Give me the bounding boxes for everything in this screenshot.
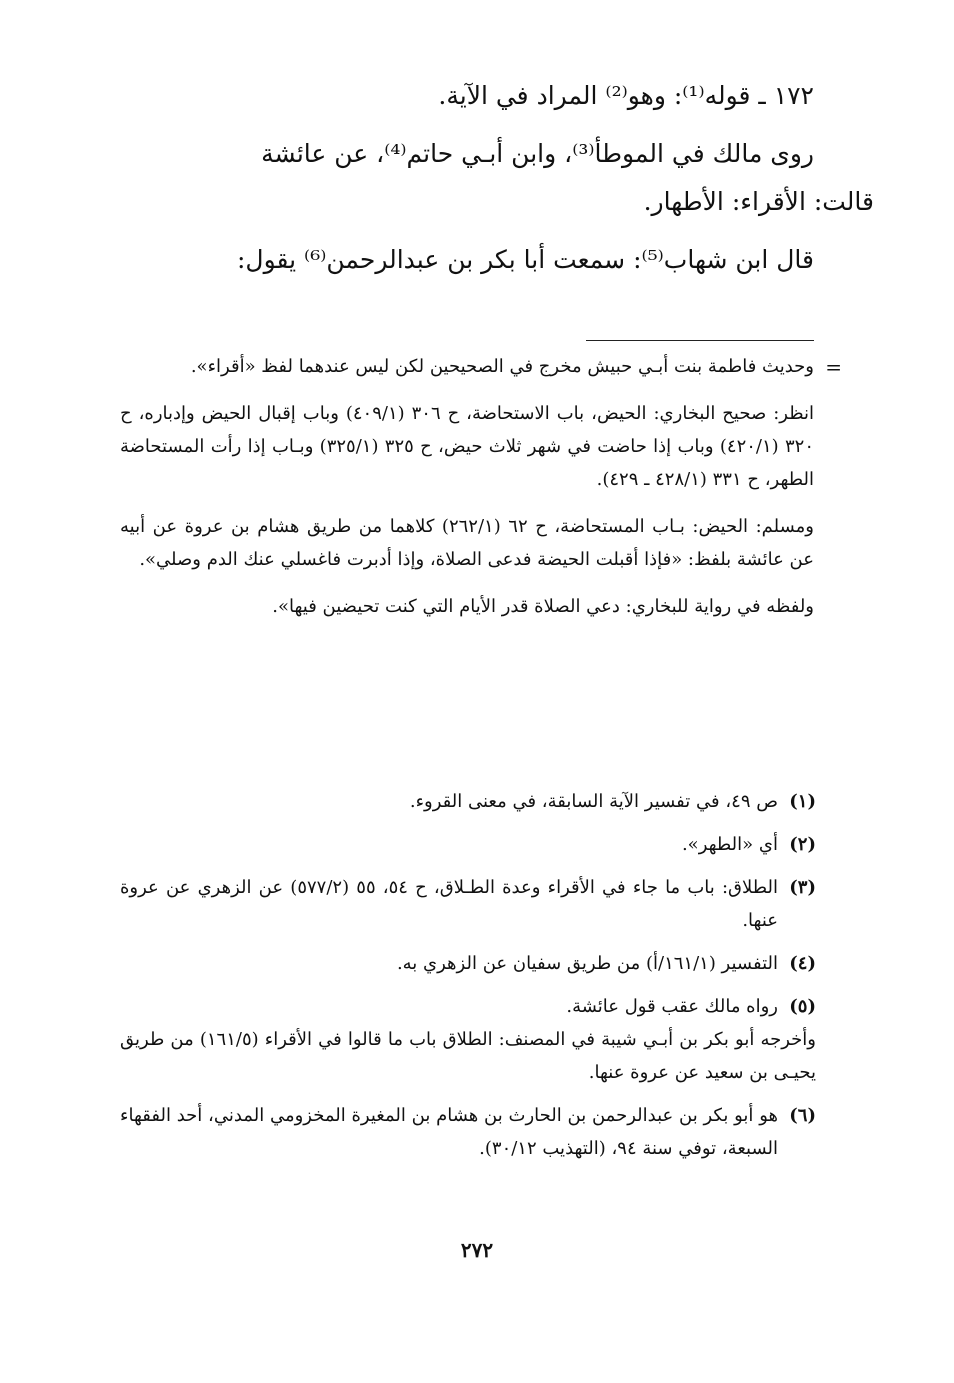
footnote-continuation: وأخرجه أبو بكر بن أبـي شيبة في المصنف: الطلاق باب ما قالوا في الأقراء (١٦١/٥) من طريق يحيـى بن سعيد عن عروة عنها. [120,1029,817,1083]
main-paragraph-2: قال ابن شهاب⁽⁵⁾: سمعت أبا بكر بن عبدالرحمن⁽⁶⁾ يقول: [237,245,814,274]
footnote-number: (٢) [789,834,816,855]
footnote-divider [586,340,814,341]
page-number: ٢٧٢ [460,1238,494,1262]
footnote-item [120,785,814,818]
main-paragraph-1-line-1: روى مالك في الموطأ⁽³⁾، وابن أبـي حاتم⁽⁴⁾، عن عائشة [261,139,814,168]
footnote-list [120,785,817,1175]
continued-note-block-4: ولفظه في رواية للبخاري: دعي الصلاة قدر الأيام التي كنت تحيضين فيها». [272,596,814,617]
footnote-number: (٤) [789,953,816,974]
entry-heading: ١٧٢ ـ قوله⁽¹⁾: وهو⁽²⁾ المراد في الآية. [438,81,814,110]
footnote-number: (٥) [789,996,816,1017]
main-paragraph-1 [125,130,874,226]
footnote-text: ص ٤٩، في تفسير الآية السابقة، في معنى القروء. [409,791,778,812]
footnote-text: هو أبو بكر بن عبدالرحمن بن الحارث بن هشام بن المغيرة المخزومي المدني، أحد الفقهاء السبعة، توفي سنة ٩٤، (التهذيب ٣٠/١٢). [120,1105,778,1159]
footnote-number: (٦) [789,1105,816,1126]
footnote-text: التفسير (١٦١/١/أ) من طريق سفيان عن الزهري به. [396,953,778,974]
footnote-number: (٣) [789,877,816,898]
continued-note-block-3: ومسلم: الحيض: بـاب المستحاضة، ح ٦٢ (٢٦٢/١) كلاهما من طريق هشام بن عروة عن أبيه عن عائشة بلفظ: «فإذا أقبلت الحيضة فدعى الصلاة، وإذا أدبرت فاغسلي عنك الدم وصلي». [120,516,814,570]
footnote-text: رواه مالك عقب قول عائشة. [566,996,778,1017]
footnote-text: أي «الطهر». [681,834,778,855]
footnote-item [120,871,814,937]
continued-note-block-2: انظر: صحيح البخاري: الحيض، باب الاستحاضة، ح ٣٠٦ (٤٠٩/١) وباب إقبال الحيض وإدباره، ح ٣٢٠ (٤٢٠/١) وباب إذا حاضت في شهر ثلاث حيض، ح ٣٢٥ (٣٢٥/١) وبـاب إذا رأت المستحاضة الطهر، ح ٣٣١ (٤٢٨/١ ـ ٤٢٩). [120,403,815,490]
footnote-body [120,990,817,1089]
footnote-number: (١) [789,791,816,812]
main-paragraph-1-line-2: قالت: الأقراء: الأطهار. [643,187,874,216]
continuation-marker: = [825,355,842,379]
footnote-item [120,990,817,1089]
main-text [125,72,874,294]
footnote-item [120,947,814,980]
footnote-item [120,828,814,861]
footnote-item [120,1099,814,1165]
continued-note-block-1: وحديث فاطمة بنت أبـي حبيش مخرج في الصحيحين لكن ليس عندهما لفظ «أقراء». [190,356,814,377]
continued-footnote [120,350,814,637]
footnote-text: الطلاق: باب ما جاء في الأقراء وعدة الطـلاق، ح ٥٤، ٥٥ (٥٧٧/٢) عن الزهري عن عروة عنها. [120,877,778,931]
